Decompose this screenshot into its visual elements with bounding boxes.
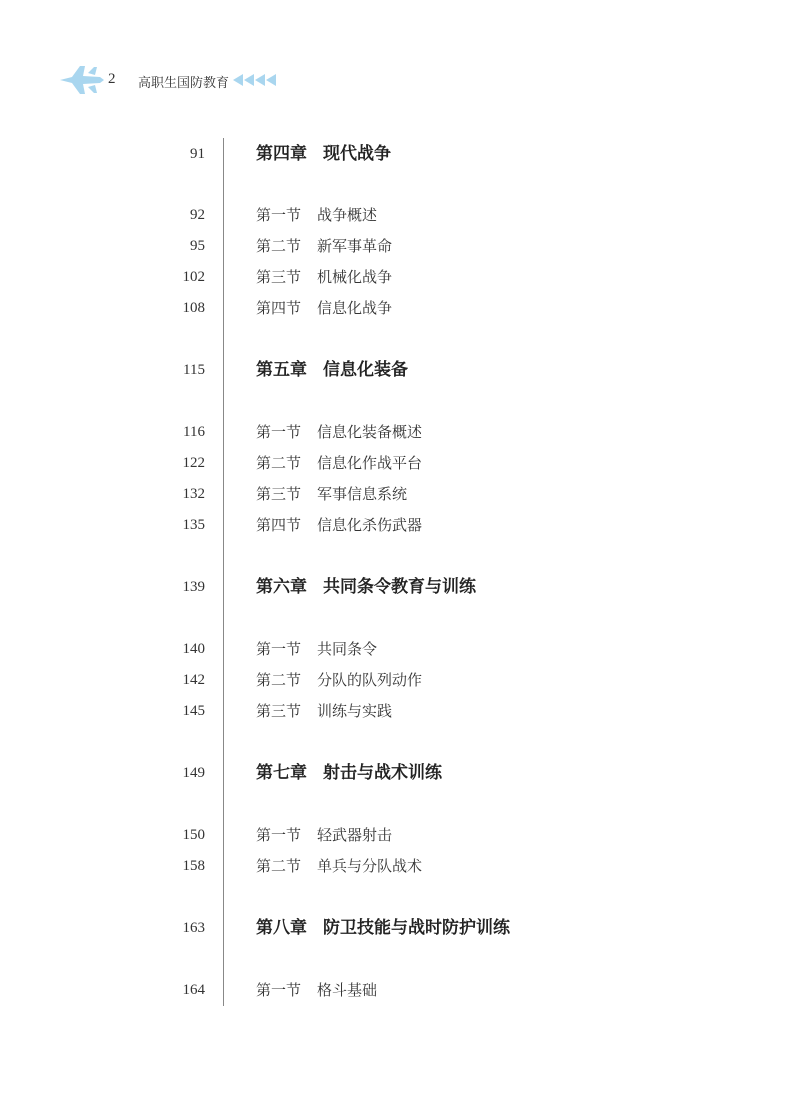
toc-section-entry[interactable] [0,479,800,509]
section-title: 单兵与分队战术 [317,857,423,875]
section-title: 军事信息系统 [317,485,408,503]
section-number: 第一节 [256,981,302,999]
section-title: 信息化杀伤武器 [317,516,423,534]
toc-chapter-entry[interactable] [0,572,800,602]
toc-section-entry[interactable] [0,448,800,478]
section-title: 新军事革命 [317,237,393,255]
section-title: 共同条令 [317,640,378,658]
toc-page-number: 150 [182,827,205,843]
section-number: 第二节 [256,454,302,472]
section-title: 信息化装备概述 [317,423,423,441]
toc-section-entry[interactable] [0,851,800,881]
chapter-title: 防卫技能与战时防护训练 [323,918,510,938]
section-number: 第二节 [256,237,302,255]
page-number: 2 [108,71,116,87]
toc-page-number: 164 [182,982,205,998]
section-title: 信息化战争 [317,299,393,317]
toc-page-number: 145 [182,703,205,719]
section-title: 分队的队列动作 [317,671,423,689]
toc-page-number: 108 [182,300,205,316]
toc-section-entry[interactable] [0,262,800,292]
section-number: 第四节 [256,299,302,317]
toc-page-number: 116 [183,424,205,440]
section-number: 第一节 [256,826,302,844]
section-number: 第一节 [256,423,302,441]
section-number: 第一节 [256,206,302,224]
toc-page-number: 91 [190,146,205,162]
toc-chapter-entry[interactable] [0,913,800,943]
toc-chapter-entry[interactable] [0,355,800,385]
toc-page-number: 158 [182,858,205,874]
toc-page-number: 102 [182,269,205,285]
toc-chapter-entry[interactable] [0,139,800,169]
toc-page-number: 163 [182,920,205,936]
chapter-title: 信息化装备 [323,360,408,380]
chapter-title: 现代战争 [323,144,391,164]
toc-section-entry[interactable] [0,820,800,850]
toc-page-number: 95 [190,238,205,254]
chapter-number: 第四章 [256,144,307,164]
chapter-number: 第七章 [256,763,307,783]
toc-page-number: 139 [182,579,205,595]
section-number: 第二节 [256,857,302,875]
toc-chapter-entry[interactable] [0,758,800,788]
toc-page-number: 135 [182,517,205,533]
toc-section-entry[interactable] [0,417,800,447]
toc-page-number: 115 [183,362,205,378]
toc-page-number: 140 [182,641,205,657]
toc-page-number: 92 [190,207,205,223]
toc-section-entry[interactable] [0,293,800,323]
section-title: 信息化作战平台 [317,454,423,472]
toc-section-entry[interactable] [0,634,800,664]
toc-section-entry[interactable] [0,510,800,540]
section-number: 第二节 [256,671,302,689]
chapter-title: 共同条令教育与训练 [323,577,476,597]
chapter-title: 射击与战术训练 [323,763,442,783]
toc-section-entry[interactable] [0,696,800,726]
toc-page-number: 142 [182,672,205,688]
section-title: 格斗基础 [317,981,378,999]
section-title: 机械化战争 [317,268,393,286]
section-number: 第三节 [256,485,302,503]
toc-page-number: 149 [182,765,205,781]
section-number: 第四节 [256,516,302,534]
toc-section-entry[interactable] [0,231,800,261]
section-title: 战争概述 [317,206,378,224]
chapter-number: 第六章 [256,577,307,597]
section-number: 第三节 [256,702,302,720]
section-number: 第三节 [256,268,302,286]
chapter-number: 第五章 [256,360,307,380]
section-title: 轻武器射击 [317,826,393,844]
toc-page-number: 122 [182,455,205,471]
book-title: 高职生国防教育 [138,76,230,91]
chapter-number: 第八章 [256,918,307,938]
section-title: 训练与实践 [317,702,393,720]
toc-section-entry[interactable] [0,975,800,1005]
toc-section-entry[interactable] [0,665,800,695]
toc-section-entry[interactable] [0,200,800,230]
section-number: 第一节 [256,640,302,658]
toc-page-number: 132 [182,486,205,502]
